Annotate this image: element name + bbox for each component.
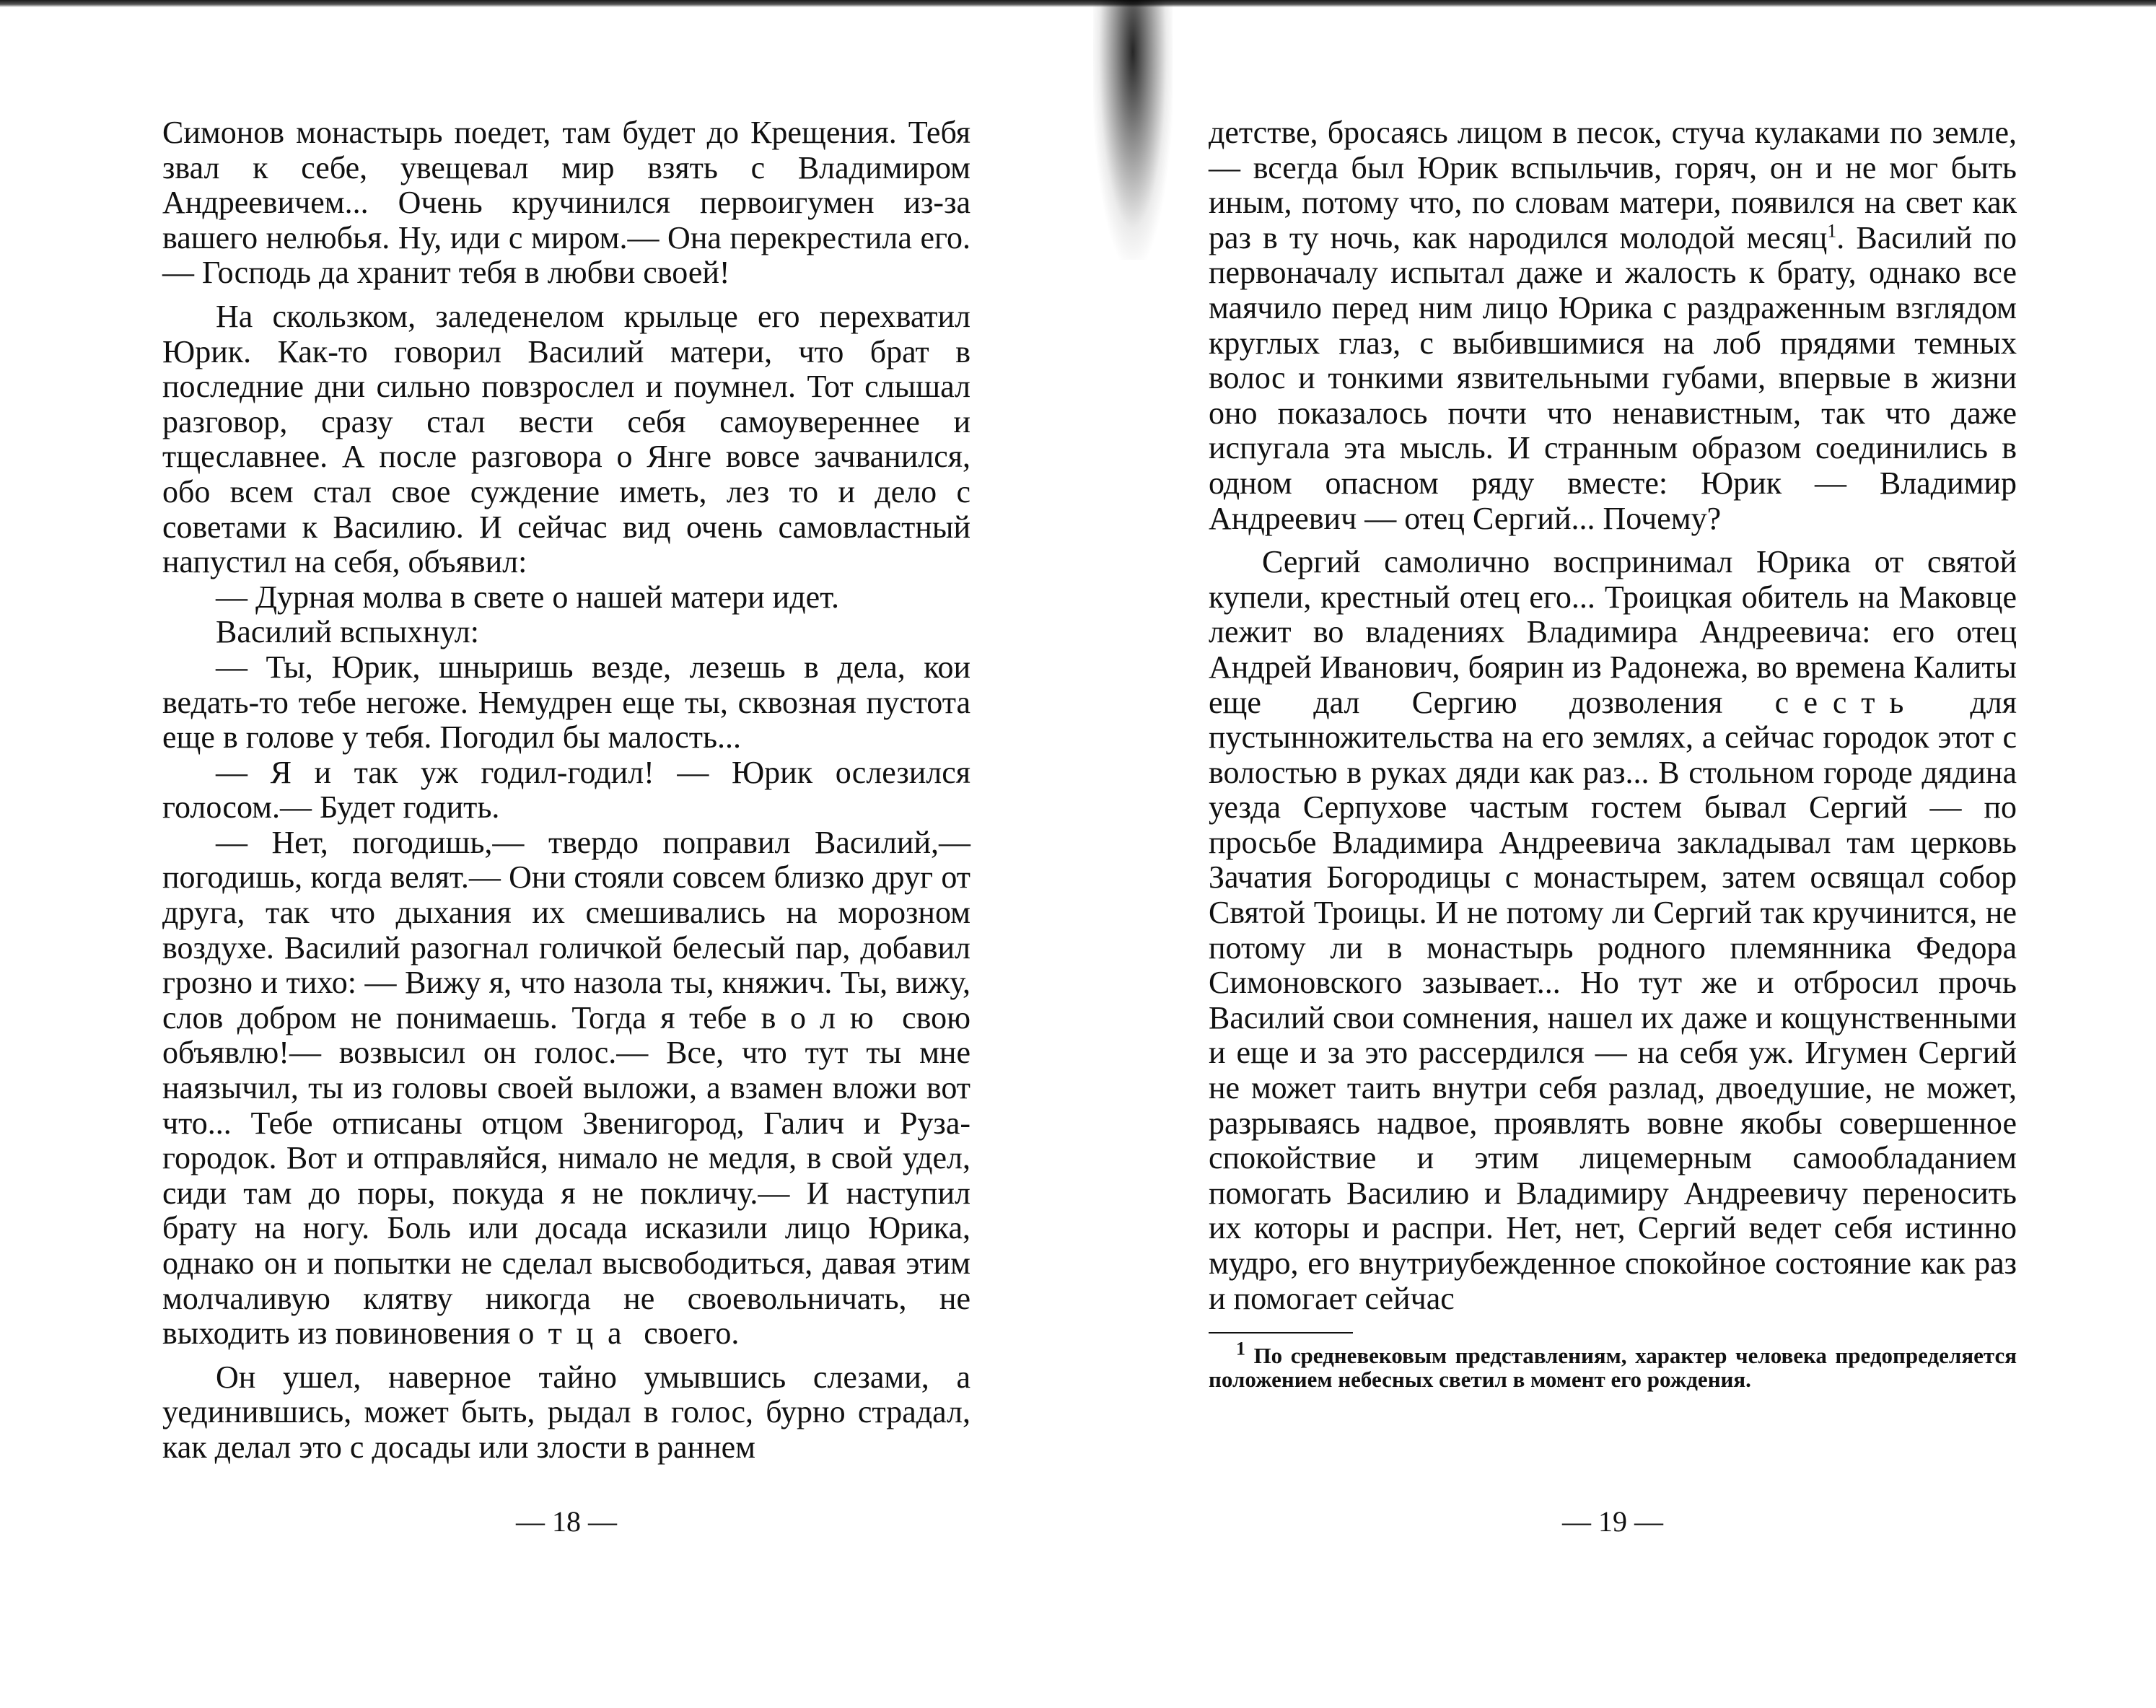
- paragraph: Симонов монастырь поедет, там будет до Крещения. Тебя звал к себе, увещевал мир взять с Владимиром Андреевичем... Очень кручинился первоигумен из-за вашего нелюбья. Ну, иди с миром.— Она перекрестила его.— Господь да хранит тебя в любви своей!: [162, 115, 970, 291]
- paragraph: На скользком, заледенелом крыльце его перехватил Юрик. Как-то говорил Василий матери, что брат в последние дни сильно повзрослел и поумнел. Тот слышал разговор, сразу стал вести себя самоувереннее и тщеславнее. А после разговора о Янге вовсе зачванился, обо всем стал свое суждение иметь, лез то и дело с советами к Василию. И сейчас вид очень самовластный напустил на себя, объявил:: [162, 298, 970, 580]
- right-page: [1209, 115, 2017, 1660]
- text-run: — Нет, погодишь,— твердо поправил Василий,— погодишь, когда велят.— Они стояли совсем близко друг от друга, так что дыхания их смешивались на морозном воздухе. Василий разогнал голичкой белесый пар, добавил грозно и тихо: — Вижу я, что назола ты, княжич. Ты, вижу, слов добром не понимаешь. Тогда я тебе: [162, 824, 970, 1035]
- text-run: детстве, бросаясь лицом в песок, стуча кулаками по земле,— всегда был Юрик вспыльчив, горяч, он и не мог быть иным, потому что, по словам матери, появился на свет как раз в ту ночь, как народился молодой месяц: [1209, 115, 2017, 255]
- paragraph: — Ты, Юрик, шныришь везде, лезешь в дела, кои ведать-то тебе негоже. Немудрен еще ты, сквозная пустота еще в голове у тебя. Погодил бы малость...: [162, 649, 970, 756]
- page-number: — 18 —: [516, 1505, 617, 1538]
- paragraph: [1209, 115, 2017, 536]
- scan-top-edge: [0, 0, 2156, 7]
- spaced-emphasis: отца: [518, 1315, 636, 1352]
- paragraph: Василий вспыхнул:: [216, 614, 479, 650]
- paragraph: Он ушел, наверное тайно умывшись слезами, а уединившись, может быть, рыдал в голос, бурно страдал, как делал это с досады или злости в раннем: [162, 1359, 970, 1465]
- paragraph: [162, 825, 970, 1352]
- spaced-emphasis: волю: [761, 999, 888, 1035]
- footnote-marker: 1: [1236, 1338, 1245, 1359]
- right-page-text: [1209, 115, 2017, 1316]
- footnote-divider: [1209, 1332, 1353, 1333]
- paragraph: [1209, 545, 2017, 1316]
- paragraph: — Дурная молва в свете о нашей матери идет.: [216, 579, 840, 615]
- paragraph: — Я и так уж годил-годил! — Юрик ослезился голосом.— Будет годить.: [162, 754, 970, 825]
- spaced-emphasis: сесть: [1774, 684, 1919, 720]
- text-run: Сергий самолично воспринимал Юрика от святой купели, крестный отец его... Троицкая обитель на Маковце лежит во владениях Владимира Андреевича: его отец Андрей Иванович, боярин из Радонежа, во времена Калиты еще дал Сергию дозволения: [1209, 544, 2017, 720]
- footnote: [1209, 1338, 2017, 1393]
- left-page-text: [162, 115, 970, 1466]
- left-page: [162, 115, 970, 1660]
- page-number: — 19 —: [1562, 1505, 1663, 1538]
- footnote-text: По средневековым представлениям, характер человека предопределяется положением небесных светил в момент его рождения.: [1209, 1343, 2017, 1393]
- text-run: для пустынножительства на его землях, а сейчас городок этот с волостью в руках дяди как раз... В стольном городе дядина уезда Серпухове частым гостем бывал Сергий — по просьбе Владимира Андреевича закладывал там церковь Зачатия Богородицы с монастырем, затем освящал собор Святой Троицы. И не потому ли Сергий так кручинится, не потому ли в монастырь родного племянника Федора Симоновского зазывает... Но тут же и отбросил прочь Василий свои сомнения, нашел их даже и кощунственными и еще и за это рассердился — на себя уж. Игумен Сергий не может таить внутри себя разлад, двоедушие, не может, разрываясь надвое, проявлять вовне якобы совершенное спокойствие и этим лицемерным самообладанием помогать Василию и Владимиру Андреевичу переносить их которы и распри. Нет, нет, Сергий ведет себя истинно мудро, его внутриубежденное спокойное состояние как раз и помогает сейчас: [1209, 684, 2017, 1316]
- text-run: своего.: [644, 1315, 740, 1352]
- scan-gutter-shadow: [1093, 0, 1173, 260]
- text-run: свою объявлю!— возвысил он голос.— Все, что тут ты мне наязычил, ты из головы своей выложи, а взамен вложи вот что... Тебе отписаны отцом Звенигород, Галич и Руза-городок. Вот и отправляйся, нимало не медля, в свой удел, сиди там до поры, покуда я не покличу.— И наступил брату на ногу. Боль или досада исказили лицо Юрика, однако он и попытки не сделал высвободиться, давая этим молчаливую клятву никогда не своевольничать, не выходить из повиновения: [162, 999, 971, 1352]
- text-run: . Василий по первоначалу испытал даже и жалость к брату, однако все маячило перед ним лицо Юрика с раздраженным взглядом круглых глаз, с выбившимися на лоб прядями темных волос и тонкими язвительными губами, впервые в жизни оно показалось почти что ненавистным, так что даже испугала эта мысль. И странным образом соединились в одном опасном ряду вместе: Юрик — Владимир Андреевич — отец Сергий... Почему?: [1209, 219, 2017, 536]
- footnote-reference: 1: [1827, 220, 1837, 242]
